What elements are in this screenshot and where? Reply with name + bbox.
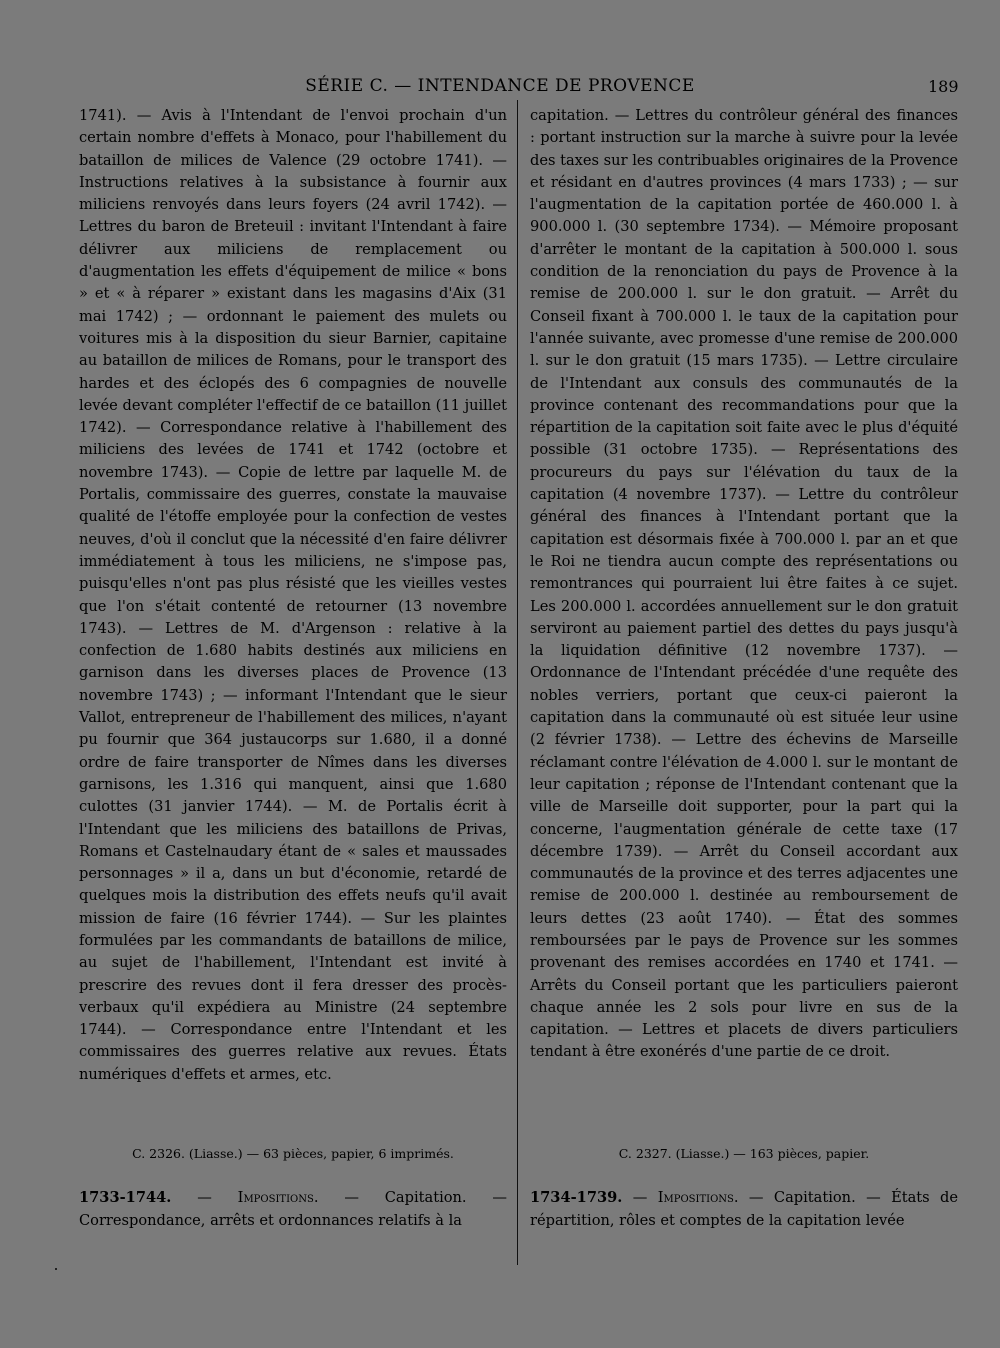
page-number: 189 xyxy=(928,77,959,96)
scan-speck xyxy=(55,1268,57,1270)
entry-heading: — Impositions. xyxy=(632,1189,739,1206)
column-divider xyxy=(517,100,518,1265)
entry-text: — Capitation. — Correspondance, arrêts et ordonnances relatifs à la xyxy=(79,1189,507,1229)
left-column xyxy=(79,105,507,1086)
entry-caption-c2327: C. 2327. (Liasse.) — 163 pièces, papier. xyxy=(618,1146,870,1161)
left-column-text: 1741). — Avis à l'Intendant de l'envoi prochain d'un certain nombre d'effets à Monaco, pour l'habillement du bataillon de milices de Valence (29 octobre 1741). — Instructions relatives à la subsistance à fournir aux miliciens renvoyés dans leurs foyers (24 avril 1742). — Lettres du baron de Breteuil : invitant l'Intendant à faire délivrer aux miliciens de remplacement ou d'augmentation les effets d'équipement de milice « bons » et « à réparer » existant dans les magasins d'Aix (31 mai 1742) ; — ordonnant le paiement des mulets ou voitures mis à la disposition du sieur Barnier, capitaine au bataillon de milices de Romans, pour le transport des hardes et des éclopés des 6 compagnies de nouvelle levée devant compléter l'effectif de ce bataillon (11 juillet 1742). — Correspondance relative à l'habillement des miliciens des levées de 1741 et 1742 (octobre et novembre 1743). — Copie de lettre par laquelle M. de Portalis, commissaire des guerres, constate la mauvaise qualité de l'étoffe employée pour la confection de vestes neuves, d'où il conclut que la nécessité d'en faire délivrer immédiatement à tous les miliciens, ne s'impose pas, puisqu'elles n'ont pas plus résisté que les vieilles vestes que l'on s'était contenté de retourner (13 novembre 1743). — Lettres de M. d'Argenson : relative à la confection de 1.680 habits destinés aux miliciens en garnison dans les diverses places de Provence (13 novembre 1743) ; — informant l'Intendant que le sieur Vallot, entrepreneur de l'habillement des milices, n'ayant pu fournir que 364 justaucorps sur 1.680, il a donné ordre de faire transporter de Nîmes dans les diverses garnisons, les 1.316 qui manquent, ainsi que 1.680 culottes (31 janvier 1744). — M. de Portalis écrit à l'Intendant que les miliciens des bataillons de Privas, Romans et Castelnaudary étant de « sales et maussades personnages » il a, dans un but d'économie, retardé de quelques mois la distribution des effets neufs qu'il avait mission de faire (16 février 1744). — Sur les plaintes formulées par les commandants de bataillons de milice, au sujet de l'habillement, l'Intendant est invité à prescrire des revues dont il fera dresser des procès-verbaux qu'il expédiera au Ministre (24 septembre 1744). — Correspondance entre l'Intendant et les commissaires des guerres relative aux revues. États numériques d'effets et armes, etc. xyxy=(79,107,507,1083)
entry-dates: 1734-1739. xyxy=(530,1189,623,1206)
entry-caption-c2326: C. 2326. (Liasse.) — 63 pièces, papier, 6 imprimés. xyxy=(132,1146,454,1161)
entry-heading: — Impositions. xyxy=(197,1189,319,1206)
page-header-title: SÉRIE C. — INTENDANCE DE PROVENCE xyxy=(305,76,695,96)
entry-c2326 xyxy=(79,1186,507,1232)
right-column xyxy=(530,105,958,1064)
entry-dates: 1733-1744. xyxy=(79,1189,172,1206)
entry-c2327 xyxy=(530,1186,958,1232)
right-column-text: capitation. — Lettres du contrôleur général des finances : portant instruction sur la marche à suivre pour la levée des taxes sur les contribuables originaires de la Provence et résidant en d'autres provinces (4 mars 1733) ; — sur l'augmentation de la capitation portée de 460.000 l. à 900.000 l. (30 septembre 1734). — Mémoire proposant d'arrêter le montant de la capitation à 500.000 l. sous condition de la renonciation du pays de Provence à la remise de 200.000 l. sur le don gratuit. — Arrêt du Conseil fixant à 700.000 l. le taux de la capitation pour l'année suivante, avec promesse d'une remise de 200.000 l. sur le don gratuit (15 mars 1735). — Lettre circulaire de l'Intendant aux consuls des communautés de la province contenant des recommandations pour que la répartition de la capitation soit faite avec le plus d'équité possible (31 octobre 1735). — Représentations des procureurs du pays sur l'élévation du taux de la capitation (4 novembre 1737). — Lettre du contrôleur général des finances à l'Intendant portant que la capitation est désormais fixée à 700.000 l. par an et que le Roi ne tiendra aucun compte des représentations ou remontrances qui pourraient lui être faites à ce sujet. Les 200.000 l. accordées annuellement sur le don gratuit serviront au paiement partiel des dettes du pays jusqu'à la liquidation définitive (12 novembre 1737). — Ordonnance de l'Intendant précédée d'une requête des nobles verriers, portant que ceux-ci paieront la capitation dans la communauté où est située leur usine (2 février 1738). — Lettre des échevins de Marseille réclamant contre l'élévation de 4.000 l. sur le montant de leur capitation ; réponse de l'Intendant contenant que la ville de Marseille doit supporter, pour la part qui la concerne, l'augmentation générale de cette taxe (17 décembre 1739). — Arrêt du Conseil accordant aux communautés de la province et des terres adjacentes une remise de 200.000 l. destinée au remboursement de leurs dettes (23 août 1740). — État des sommes remboursées par le pays de Provence sur les sommes provenant des remises accordées en 1740 et 1741. — Arrêts du Conseil portant que les particuliers paieront chaque année les 2 sols pour livre en sus de la capitation. — Lettres et placets de divers particuliers tendant à être exonérés d'une partie de ce droit. xyxy=(530,107,958,1061)
entry-text: — Capitation. — États de répartition, rôles et comptes de la capitation levée xyxy=(530,1189,959,1229)
